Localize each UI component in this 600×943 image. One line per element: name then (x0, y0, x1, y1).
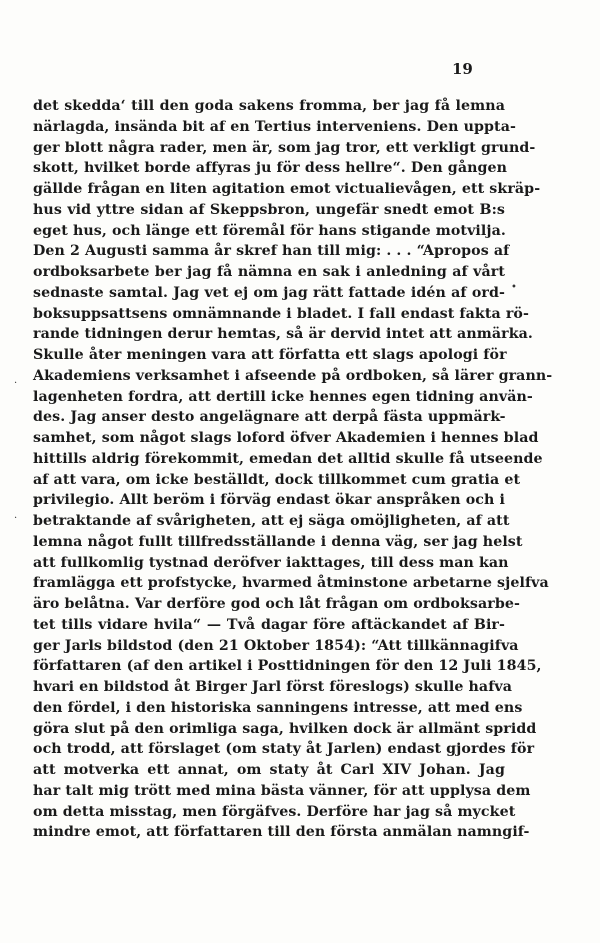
text-line: ger Jarls bildstod (den 21 Oktober 1854): “Att tillkännagifva (33, 637, 519, 654)
text-line: boksuppsattsens omnämnande i bladet. I fall endast fakta rö- (33, 305, 529, 322)
text-line: af att vara, om icke beställdt, dock tillkommet cum gratia et (33, 471, 521, 488)
text-line: författaren (af den artikel i Posttidningen för den 12 Juli 1845, (33, 658, 542, 675)
text-line: privilegio. Allt beröm i förväg endast ökar anspråken och i (33, 492, 505, 509)
text-line: närlagda, insända bit af en Tertius interveniens. Den uppta- (33, 118, 516, 135)
text-line: Den 2 Augusti samma år skref han till mig: . . . “Apropos af (33, 243, 510, 260)
text-line: hittills aldrig förekommit, emedan det alltid skulle få utseende (33, 450, 543, 467)
text-line: och trodd, att förslaget (om staty åt Jarlen) endast gjordes för (33, 741, 535, 758)
text-line: ger blott några rader, men är, som jag tror, ett verkligt grund- (33, 139, 536, 156)
text-line: lemna något fullt tillfredsställande i denna väg, ser jag helst (33, 533, 523, 550)
page-number: 19 (452, 60, 473, 78)
text-line: ordboksarbete ber jag få nämna en sak i anledning af vårt (33, 264, 505, 280)
text-line: rande tidningen derur hemtas, så är dervid intet att anmärka. (33, 326, 533, 343)
text-line: att fullkomlig tystnad deröfver iakttages, till dess man kan (33, 554, 509, 571)
text-line: Skulle åter meningen vara att författa ett slags apologi för (33, 347, 507, 363)
margin-dot: . (14, 375, 18, 386)
text-line: lagenheten fordra, att dertill icke hennes egen tidning använ- (33, 388, 533, 405)
margin-dot: . (14, 510, 18, 521)
text-line: om detta misstag, men förgäfves. Derföre har jag så mycket (33, 803, 516, 820)
text-line: eget hus, och länge ett föremål för hans stigande motvilja. (33, 222, 506, 239)
text-line: hvari en bildstod åt Birger Jarl först föreslogs) skulle hafva (33, 679, 513, 695)
body-text (33, 96, 553, 843)
text-line: den fördel, i den historiska sanningens intresse, att med ens (33, 699, 523, 716)
text-line: skott, hvilket borde affyras ju för dess hellre“. Den gången (33, 160, 508, 177)
text-line: gällde frågan en liten agitation emot victualievågen, ett skräp- (33, 181, 541, 197)
text-line: samhet, som något slags loford öfver Akademien i hennes blad (33, 430, 539, 446)
text-line: framlägga ett profstycke, hvarmed åtminstone arbetarne sjelfva (33, 575, 549, 592)
text-line: des. Jag anser desto angelägnare att derpå fästa uppmärk- (33, 409, 506, 426)
text-line: att motverka ett annat, om staty åt Carl XIV Johan. Jag (33, 762, 505, 778)
text-line: tet tills vidare hvila“ — Två dagar före aftäckandet af Bir- (33, 616, 505, 633)
text-line: det skedda‘ till den goda sakens fromma, ber jag få lemna (33, 98, 505, 114)
margin-dot: • (511, 282, 517, 293)
text-line: har talt mig trött med mina bästa vänner, för att upplysa dem (33, 782, 531, 799)
text-line: betraktande af svårigheten, att ej säga omöjligheten, af att (33, 513, 510, 529)
text-line: sednaste samtal. Jag vet ej om jag rätt fattade idén af ord- (33, 284, 505, 301)
text-line: hus vid yttre sidan af Skeppsbron, ungefär snedt emot B:s (33, 201, 505, 218)
text-line: Akademiens verksamhet i afseende på ordboken, så lärer grann- (33, 367, 553, 384)
text-line: göra slut på den orimliga saga, hvilken dock är allmänt spridd (33, 720, 537, 737)
text-line: äro belåtna. Var derföre god och låt frågan om ordboksarbe- (33, 596, 520, 612)
text-line: mindre emot, att författaren till den första anmälan namngif- (33, 824, 530, 841)
